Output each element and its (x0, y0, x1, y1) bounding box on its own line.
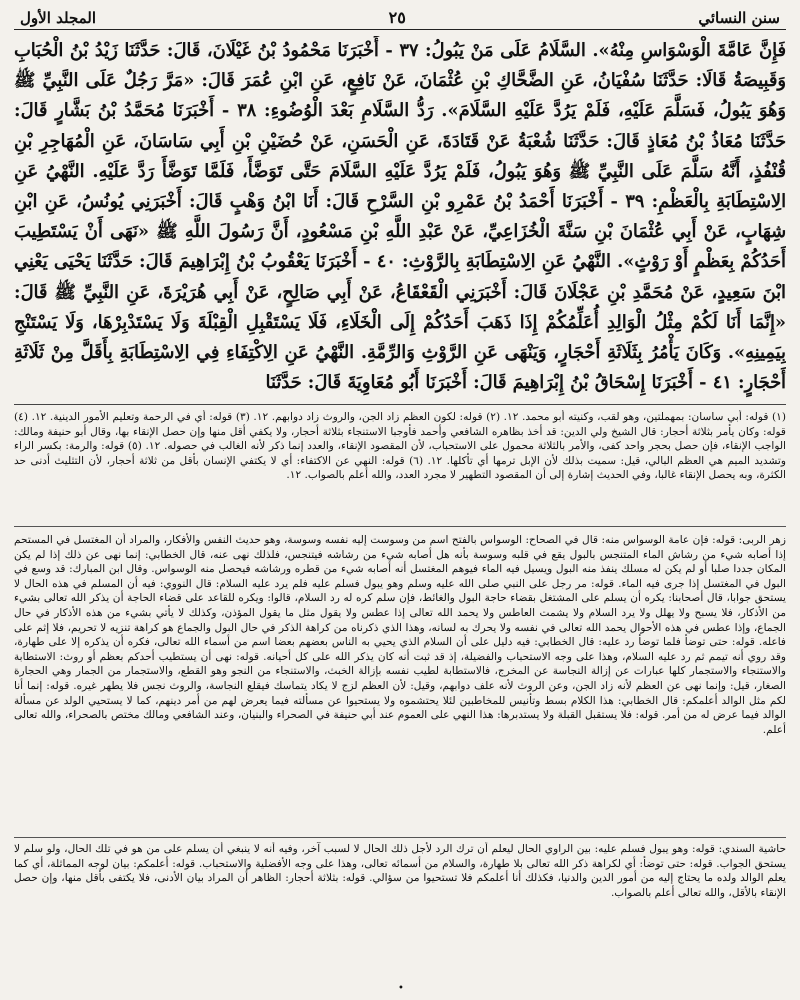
volume-label: المجلد الأول (20, 9, 97, 27)
footnotes: (١) قوله: أبي ساسان: بمهملتين، وهو لقب، وكنيته أبو محمد. ١٢. (٢) قوله: لكون العظم زاد الجن، والروث زاد دوابهم. ١٢. (٣) قوله: أي في الرحمة وتعليم الأمور الدينية. ١٢. (٤) قوله: وكان يأمر بثلاثة أحجار: قال الشيخ ولي الدين: قد أخذ بظاهره الشافعي وأحمد فأوجبا الاستنجاء بثلاثة أحجار، ولا يكفي أقل منها وإن حصل الإنقاء بها، وقال أبو حنيفة ومالك: الواجب الإنقاء، فإن حصل بحجر واحد كفى، والأمر بالثلاثة محمول على الاستحباب، لأن المقصود الإنقاء، والعدد إنما ذكر لأنه الغالب في حصوله. ١٢. (٥) قوله: والرمة: بكسر الراء وتشديد الميم هي العظم البالي، قيل: سميت بذلك لأن الإبل ترمها أي تأكلها. ١٢. (٦) قوله: النهي عن الاكتفاء: أي لا يكتفي الإنسان بأقل من ثلاثة أحجار، لأن التثليث أدنى حد الكثرة، وبه يحصل الإنقاء غالبا، وفي الحديث إشارة إلى أن المقصود التطهير لا مجرد العدد، والله أعلم بالصواب. ١٢. (14, 411, 786, 482)
hashiya-separator (14, 837, 786, 838)
page-bottom-mark: • (398, 983, 404, 994)
book-title: سنن النسائي (698, 9, 780, 27)
header-rule (14, 29, 786, 30)
commentary-separator (14, 526, 786, 527)
running-header (14, 8, 786, 29)
hadith-main-text: فَإِنَّ عَامَّةَ الْوَسْوَاسِ مِنْهُ». السَّلَامُ عَلَى مَنْ يَبُولُ: ٣٧ - أَخْبَرَنَا مَحْمُودُ بْنُ غَيْلَانَ، قَالَ: حَدَّثَنَا زَيْدُ بْنُ الْحُبَابِ وَقَبِيصَةُ قَالَا: حَدَّثَنَا سُفْيَانُ، عَنِ الضَّحَّاكِ بْنِ عُثْمَانَ، عَنْ نَافِعٍ، عَنِ ابْنِ عُمَرَ قَالَ: «مَرَّ رَجُلٌ عَلَى النَّبِيِّ ﷺ وَهُوَ يَبُولُ، فَسَلَّمَ عَلَيْهِ، فَلَمْ يَرُدَّ عَلَيْهِ السَّلَامَ». رَدُّ السَّلَامِ بَعْدَ الْوُضُوءِ: ٣٨ - أَخْبَرَنَا مُحَمَّدُ بْنُ بَشَّارٍ قَالَ: حَدَّثَنَا مُعَاذُ بْنُ مُعَاذٍ قَالَ: حَدَّثَنَا شُعْبَةُ عَنْ قَتَادَةَ، عَنِ الْحَسَنِ، عَنْ حُضَيْنِ بْنِ أَبِي سَاسَانَ، عَنِ الْمُهَاجِرِ بْنِ قُنْفُذٍ، أَنَّهُ سَلَّمَ عَلَى النَّبِيِّ ﷺ وَهُوَ يَبُولُ، فَلَمْ يَرُدَّ عَلَيْهِ السَّلَامَ حَتَّى تَوَضَّأَ، فَلَمَّا تَوَضَّأَ رَدَّ عَلَيْهِ. النَّهْيُ عَنِ الِاسْتِطَابَةِ بِالْعَظْمِ: ٣٩ - أَخْبَرَنَا أَحْمَدُ بْنُ عَمْرِو بْنِ السَّرْحِ قَالَ: أَنَا ابْنُ وَهْبٍ قَالَ: أَخْبَرَنِي يُونُسُ، عَنِ ابْنِ شِهَابٍ، عَنْ أَبِي عُثْمَانَ بْنِ سَنَّةَ الْخُزَاعِيِّ، عَنْ عَبْدِ اللَّهِ بْنِ مَسْعُودٍ، أَنَّ رَسُولَ اللَّهِ ﷺ «نَهَى أَنْ يَسْتَطِيبَ أَحَدُكُمْ بِعَظْمٍ أَوْ رَوْثٍ». النَّهْيُ عَنِ الِاسْتِطَابَةِ بِالرَّوْثِ: ٤٠ - أَخْبَرَنَا يَعْقُوبُ بْنُ إِبْرَاهِيمَ قَالَ: حَدَّثَنَا يَحْيَى يَعْنِي ابْنَ سَعِيدٍ، عَنْ مُحَمَّدِ بْنِ عَجْلَانَ قَالَ: أَخْبَرَنِي الْقَعْقَاعُ، عَنْ أَبِي صَالِحٍ، عَنْ أَبِي هُرَيْرَةَ، عَنِ النَّبِيِّ ﷺ قَالَ: «إِنَّمَا أَنَا لَكُمْ مِثْلُ الْوَالِدِ أُعَلِّمُكُمْ إِذَا ذَهَبَ أَحَدُكُمْ إِلَى الْخَلَاءِ، فَلَا يَسْتَقْبِلِ الْقِبْلَةَ وَلَا يَسْتَدْبِرْهَا، وَلَا يَسْتَنْجِ بِيَمِينِهِ». وَكَانَ يَأْمُرُ بِثَلَاثَةِ أَحْجَارٍ، وَيَنْهَى عَنِ الرَّوْثِ وَالرِّمَّةِ. النَّهْيُ عَنِ الِاكْتِفَاءِ فِي الِاسْتِطَابَةِ بِأَقَلَّ مِنْ ثَلَاثَةِ أَحْجَارٍ: ٤١ - أَخْبَرَنَا إِسْحَاقُ بْنُ إِبْرَاهِيمَ قَالَ: أَخْبَرَنَا أَبُو مُعَاوِيَةَ قَالَ: حَدَّثَنَا (14, 40, 786, 394)
commentary-hashiya-sindi: حاشية السندي: قوله: وهو يبول فسلم عليه: بين الراوي الحال ليعلم أن ترك الرد لأجل ذلك الحال لا لسبب آخر، وفيه أنه لا ينبغي أن يسلم على من هو في تلك الحال، ولو سلم لا يستحق الجواب. قوله: حتى توضأ: أي لكراهة ذكر الله تعالى بلا طهارة، والسلام من أسمائه تعالى، وهذا على وجه الأفضلية والاستحباب. قوله: أعلمكم: بيان لوجه المماثلة، أي كما يعلم الوالد ولده ما يحتاج إليه من أمور الدين والدنيا، فكذلك أنا أعلمكم فلا تستحيوا من سؤالي. قوله: بثلاثة أحجار: الظاهر أن المراد بيان الأدنى، فلا يكتفى بأقل منها، وإن حصل الإنقاء بالأقل، والله تعالى أعلم بالصواب. (14, 843, 786, 899)
page-number: ٢٥ (388, 8, 406, 27)
footnote-separator (14, 404, 786, 405)
commentary-zahr-al-ruba: زهر الربى: قوله: فإن عامة الوسواس منه: قال في الصحاح: الوسواس بالفتح اسم من وسوست إليه نفسه وسوسة، وهو حديث النفس والأفكار، والمراد أن المغتسل في المستحم إذا أصابه شيء من رشاش الماء المتنجس بالبول يقع في قلبه وسوسة بأنه هل أصابه شيء من رشاشه فيتنجس، فلذلك نهى عنه، قال الخطابي: إنما نهى عن ذلك إذا لم يكن المكان جددا صلبا أو لم يكن له مسلك ينفذ منه البول ويسيل فيه الماء فيوهم المغتسل أنه أصابه شيء من قطره ورشاشه فيحصل منه الوسواس. وقال ابن المبارك: قد وسع في البول في المغتسل إذا جرى فيه الماء. قوله: مر رجل على النبي صلى الله عليه وسلم وهو يبول فسلم عليه فلم يرد عليه السلام: قال النووي: فيه أن المسلم في هذه الحال لا يستحق جوابا، قال أصحابنا: يكره أن يسلم على المشتغل بقضاء حاجة البول والغائط، فإن سلم كره له رد السلام، قالوا: ويكره للقاعد على قضاء الحاجة أن يذكر الله تعالى بشيء من الأذكار، فلا يسبح ولا يهلل ولا يرد السلام ولا يشمت العاطس ولا يحمد الله تعالى إذا عطس ولا يقول مثل ما يقول المؤذن، وكذلك لا يأتي بشيء من هذه الأذكار في حال الجماع، وإذا عطس في هذه الأحوال يحمد الله تعالى في نفسه ولا يحرك به لسانه، وهذا الذي ذكرناه من كراهة الذكر في حال البول والجماع هو كراهة تنزيه لا تحريم، فلا إثم على فاعله. قوله: حتى توضأ فلما توضأ رد عليه: قال الخطابي: فيه دليل على أن السلام الذي يحيي به الناس بعضهم بعضا اسم من أسماء الله تعالى، فكره أن يذكره إلا على طهارة، وقد روي أنه تيمم ثم رد عليه السلام، وهذا على وجه الاستحباب والفضيلة، إذ قد ثبت أنه كان يذكر الله على كل أحيانه. قوله: نهى أن يستطيب أحدكم بعظم أو روث: الاستطابة والاستنجاء والاستجمار كلها عبارات عن إزالة النجاسة عن المخرج، فالاستطابة لطيب نفسه بإزالة الخبث، والاستنجاء من النجو وهو القطع، والاستجمار من الجمار وهي الحجارة الصغار، قيل: وإنما نهى عن العظم لأنه زاد الجن، وعن الروث لأنه علف دوابهم، وقيل: لأن العظم لزج لا يكاد يتماسك فيقلع النجاسة، والروث نجس فلا يطهر غيره. قوله: إنما أنا لكم مثل الوالد أعلمكم: قال الخطابي: هذا الكلام بسط وتأنيس للمخاطبين لئلا يحتشموه ولا يستحيوا عن مسألته فيما يعرض لهم من أمر دينهم، كما لا يستحيي الولد عن مسألة الوالد فيما عرض له من أمر. قوله: فلا يستقبل القبلة ولا يستدبرها: هذا النهي على العموم عند أبي حنيفة في الصحراء والبنيان، وعند الشافعي ومالك مختص بالصحراء، والله تعالى أعلم. (14, 534, 786, 736)
